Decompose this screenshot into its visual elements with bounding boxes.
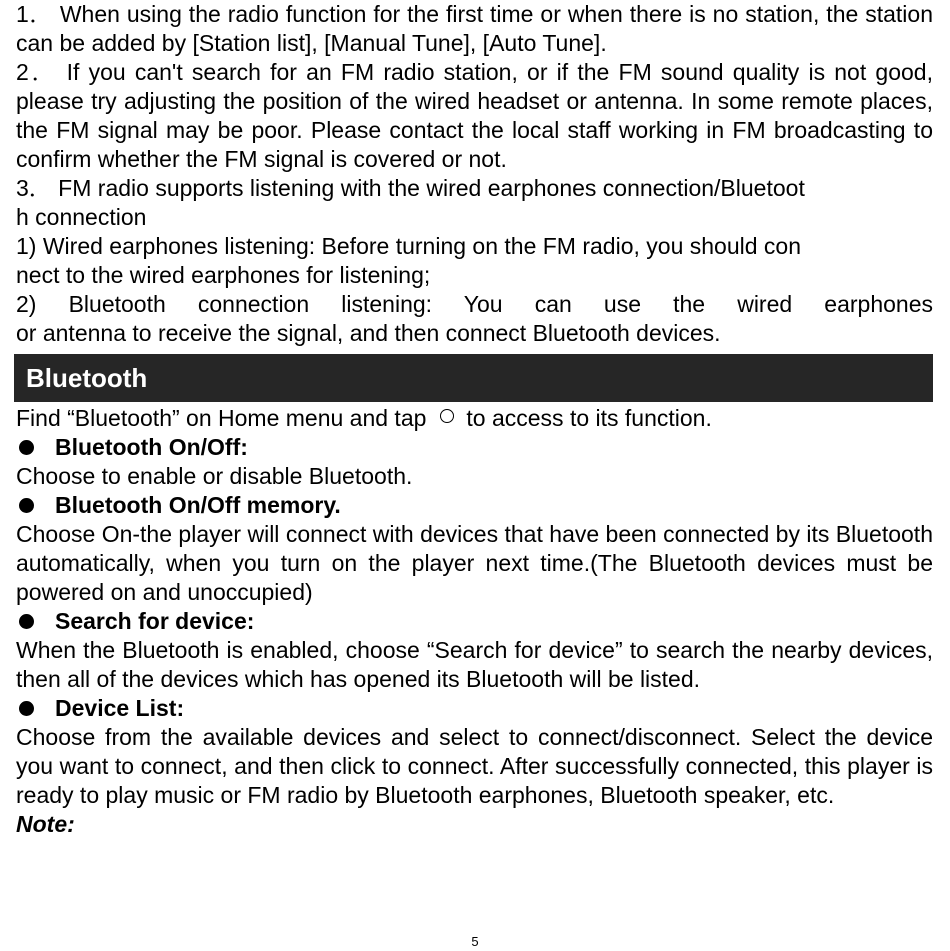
bullet-description: Choose from the available devices and select to connect/disconnect. Select the device you want to connect, and then click to connect. After successfully connected, this player is ready to play music or FM radio by Bluetooth earphones, Bluetooth speaker, etc. [16, 724, 933, 808]
bullet-title: Bluetooth On/Off memory. [55, 492, 341, 518]
bullet-title: Device List: [55, 695, 185, 721]
circle-icon [440, 409, 454, 423]
fm-note-3-line-1: 3． FM radio supports listening with the wired earphones connection/Bluetoot [16, 175, 805, 201]
fm-note-2: 2． If you can't search for an FM radio station, or if the FM sound quality is not good, please try adjusting the position of the wired headset or antenna. In some remote places, the FM signal may be poor. Please contact the local staff working in FM broadcasting to confirm whether the FM signal is covered or not. [16, 59, 933, 172]
bullet-bluetooth-memory [16, 491, 933, 520]
bullet-icon [19, 614, 34, 629]
intro-text-after-icon: to access to its function. [466, 405, 712, 431]
intro-text-before-icon: Find “Bluetooth” on Home menu and tap [16, 405, 427, 431]
bullet-icon [19, 440, 34, 455]
bullet-title: Bluetooth On/Off: [55, 434, 248, 460]
fm-subnote-1-line-1: 1) Wired earphones listening: Before turning on the FM radio, you should con [16, 233, 801, 259]
fm-subnote-2-line-1: 2) Bluetooth connection listening: You can use the wired earphones [16, 291, 933, 317]
fm-note-1: 1． When using the radio function for the first time or when there is no station, the station can be added by [Station list], [Manual Tune], [Auto Tune]. [16, 1, 933, 56]
section-heading-text: Bluetooth [26, 362, 148, 393]
bullet-description: Choose to enable or disable Bluetooth. [16, 463, 413, 489]
bluetooth-section-heading [14, 354, 933, 402]
note-label: Note: [16, 811, 75, 837]
bullet-device-list [16, 694, 933, 723]
bluetooth-intro [16, 404, 933, 433]
bullet-icon [19, 498, 34, 513]
bullet-title: Search for device: [55, 608, 255, 634]
bullet-search-for-device [16, 607, 933, 636]
bullet-description: Choose On-the player will connect with devices that have been connected by its Bluetooth automatically, when you turn on the player next time.(The Bluetooth devices must be powered on and unoccupied) [16, 521, 933, 605]
bullet-bluetooth-on-off [16, 433, 933, 462]
bullet-description: When the Bluetooth is enabled, choose “Search for device” to search the nearby devices, then all of the devices which has opened its Bluetooth will be listed. [16, 637, 933, 692]
fm-subnote-2-line-2: or antenna to receive the signal, and then connect Bluetooth devices. [16, 320, 721, 346]
fm-note-3-line-2: h connection [16, 204, 147, 230]
manual-page [16, 0, 933, 839]
page-number: 5 [471, 934, 479, 949]
bullet-icon [19, 701, 34, 716]
fm-subnote-1-line-2: nect to the wired earphones for listening; [16, 262, 431, 288]
